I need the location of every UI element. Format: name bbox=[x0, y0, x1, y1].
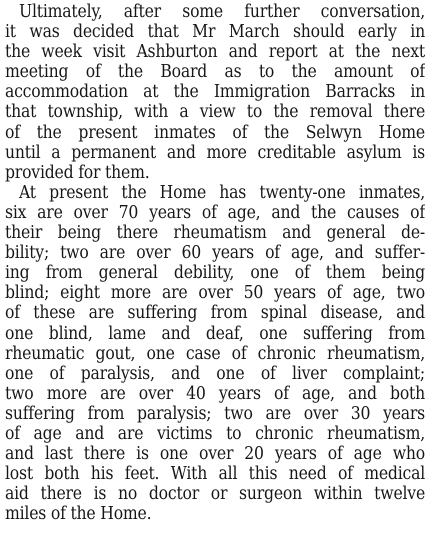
text-line: of these are suffering from spinal disease, and bbox=[5, 303, 425, 324]
text-line: aid there is no doctor or surgeon within twelve bbox=[5, 484, 425, 505]
text-line: miles of the Home. bbox=[5, 504, 152, 525]
text-line: six are over 70 years of age, and the causes of bbox=[5, 202, 425, 223]
text-line: ing from general debility, one of them being bbox=[5, 263, 425, 284]
text-line: until a permanent and more creditable asylum is bbox=[5, 142, 425, 163]
text-line: Ultimately, after some further conversation, bbox=[19, 2, 425, 22]
text-line: suffering from paralysis; two are over 30 years bbox=[5, 403, 425, 424]
text-line: of the present inmates of the Selwyn Home bbox=[5, 122, 425, 143]
text-line: their being there rheumatism and general de- bbox=[5, 223, 425, 244]
text-line: that township, with a view to the removal there bbox=[5, 102, 425, 123]
text-line: one of paralysis, and one of liver complaint; bbox=[5, 363, 425, 384]
text-line: it was decided that Mr March should early in bbox=[5, 22, 425, 43]
paragraph-board-decision bbox=[5, 2, 425, 183]
text-line: At present the Home has twenty-one inmates, bbox=[19, 182, 425, 203]
text-line: of age and are victims to chronic rheumatism, bbox=[5, 423, 425, 444]
text-line: accommodation at the Immigration Barracks in bbox=[5, 82, 425, 103]
text-line: and last there is one over 20 years of age who bbox=[5, 444, 425, 465]
text-line: provided for them. bbox=[5, 162, 150, 183]
paragraph-home-inmates bbox=[5, 183, 425, 525]
text-line: blind; eight more are over 50 years of age, two bbox=[5, 283, 425, 304]
text-line: one blind, lame and deaf, one suffering from bbox=[5, 323, 425, 344]
text-line: rheumatic gout, one case of chronic rheumatism, bbox=[5, 343, 425, 364]
newspaper-article bbox=[5, 2, 425, 524]
text-line: meeting of the Board as to the amount of bbox=[5, 62, 425, 83]
text-line: two more are over 40 years of age, and both bbox=[5, 383, 425, 404]
text-line: lost both his feet. With all this need of medical bbox=[5, 464, 425, 485]
text-line: bility; two are over 60 years of age, and suffer- bbox=[5, 243, 425, 264]
text-line: the week visit Ashburton and report at the next bbox=[5, 42, 425, 63]
